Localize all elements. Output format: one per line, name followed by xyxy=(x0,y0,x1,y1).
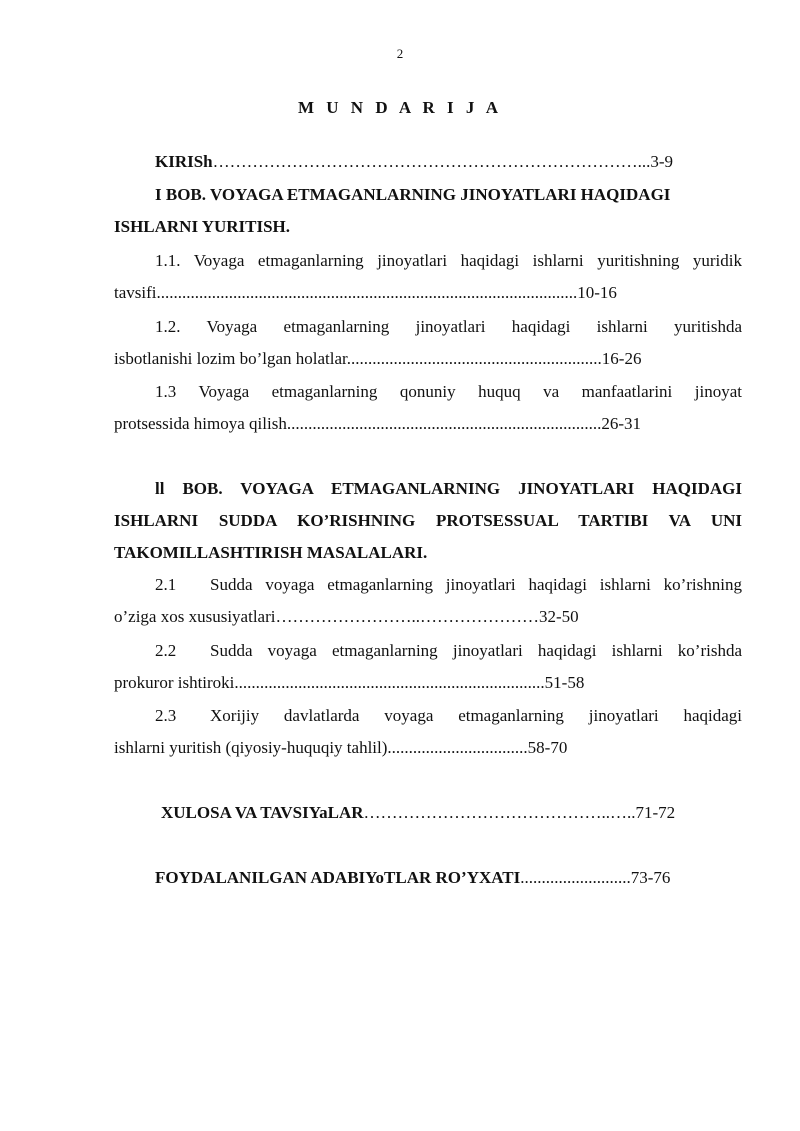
toc-page-range: 32-50 xyxy=(538,607,579,626)
toc-item-line1: 1.2. Voyaga etmaganlarning jinoyatlari haqidagi ishlarni yuritishda xyxy=(155,317,742,336)
toc-item-line2: o’ziga xos xususiyatlari……………………..…………………32-50 xyxy=(114,607,579,626)
toc-references-label: FOYDALANILGAN ADABIYoTLAR RO’YXATI xyxy=(155,868,521,887)
toc-references-line xyxy=(114,862,742,894)
chapter1-heading-line2: ISHLARNI YURITISH. xyxy=(114,217,291,236)
toc-item-2-3 xyxy=(114,700,742,764)
toc-kirish-line xyxy=(114,146,742,178)
toc-item-line1: 1.3 Voyaga etmaganlarning qonuniy huquq va manfaatlarini jinoyat xyxy=(155,382,742,401)
page-number: 2 xyxy=(396,46,404,61)
toc-title: M U N D A R I J A xyxy=(297,98,502,117)
toc-conclusion-label: XULOSA VA TAVSIYaLAR xyxy=(161,803,364,822)
toc-leader: .......................................................................... xyxy=(286,414,602,433)
toc-item-line2: ishlarni yuritish (qiyosiy-huquqiy tahlil).................................58-70 xyxy=(114,738,568,757)
toc-item-number: 2.3 xyxy=(155,706,177,725)
toc-kirish-label: KIRISh xyxy=(155,152,213,171)
toc-conclusion-line xyxy=(114,797,742,829)
toc-leader: ............................................................ xyxy=(346,349,602,368)
toc-item-line1: 2.3 Xorijiy davlatlarda voyaga etmaganlarning jinoyatlari haqidagi xyxy=(114,700,742,732)
toc-leader: ................................................................................................... xyxy=(156,283,578,302)
toc-page-range: 26-31 xyxy=(601,414,641,433)
toc-item-1-3 xyxy=(114,376,742,440)
toc-leader: ……………………………………..….. xyxy=(363,803,636,822)
toc-references xyxy=(114,862,742,894)
toc-page-range: 10-16 xyxy=(577,283,617,302)
chapter2-heading xyxy=(114,473,742,569)
chapter2-heading-line3: TAKOMILLASHTIRISH MASALALARI. xyxy=(114,543,428,562)
toc-item-line1: 1.1. Voyaga etmaganlarning jinoyatlari haqidagi ishlarni yuritishning yuridik xyxy=(155,251,742,270)
chapter2-heading-line1: ll BOB. VOYAGA ETMAGANLARNING JINOYATLARI HAQIDAGI xyxy=(155,479,742,498)
toc-item-line1: 2.1 Sudda voyaga etmaganlarning jinoyatlari haqidagi ishlarni ko’rishning xyxy=(114,569,742,601)
toc-leader: ……………………..………………… xyxy=(275,607,539,626)
toc-item-2-1 xyxy=(114,569,742,633)
chapter1-heading-line1: I BOB. VOYAGA ETMAGANLARNING JINOYATLARI HAQIDAGI xyxy=(155,185,671,204)
toc-leader: ......................................................................... xyxy=(234,673,545,692)
toc-item-number: 2.2 xyxy=(155,641,177,660)
toc-page-range: 71-72 xyxy=(635,803,676,822)
toc-item-line2: isbotlanishi lozim bo’lgan holatlar............................................................16-26 xyxy=(114,349,642,368)
toc-leader: .......................... xyxy=(520,868,631,887)
toc-item-1-1 xyxy=(114,245,742,309)
toc-page-range: 73-76 xyxy=(630,868,671,887)
toc-page-range: 3-9 xyxy=(650,152,674,171)
chapter2-heading-line2: ISHLARNI SUDDA KO’RISHNING PROTSESSUAL TARTIBI VA UNI xyxy=(114,511,742,530)
toc-item-line2: protsessida himoya qilish..........................................................................26-31 xyxy=(114,414,641,433)
toc-item-line1: 2.2 Sudda voyaga etmaganlarning jinoyatlari haqidagi ishlarni ko’rishda xyxy=(114,635,742,667)
toc-item-1-2 xyxy=(114,311,742,375)
toc-page-range: 58-70 xyxy=(527,738,568,757)
toc-item-line2: tavsifi...................................................................................................10-16 xyxy=(114,283,617,302)
toc-conclusion xyxy=(114,797,742,829)
toc-page-range: 51-58 xyxy=(544,673,585,692)
toc-item-line2: prokuror ishtiroki.........................................................................51-58 xyxy=(114,673,585,692)
toc-leader: ................................. xyxy=(387,738,528,757)
chapter1-heading xyxy=(114,179,742,243)
toc-item-2-2 xyxy=(114,635,742,699)
toc-item-number: 2.1 xyxy=(155,575,177,594)
toc-page-range: 16-26 xyxy=(601,349,642,368)
toc-kirish xyxy=(114,146,742,178)
toc-leader: …………………………………………………………………... xyxy=(212,152,651,171)
